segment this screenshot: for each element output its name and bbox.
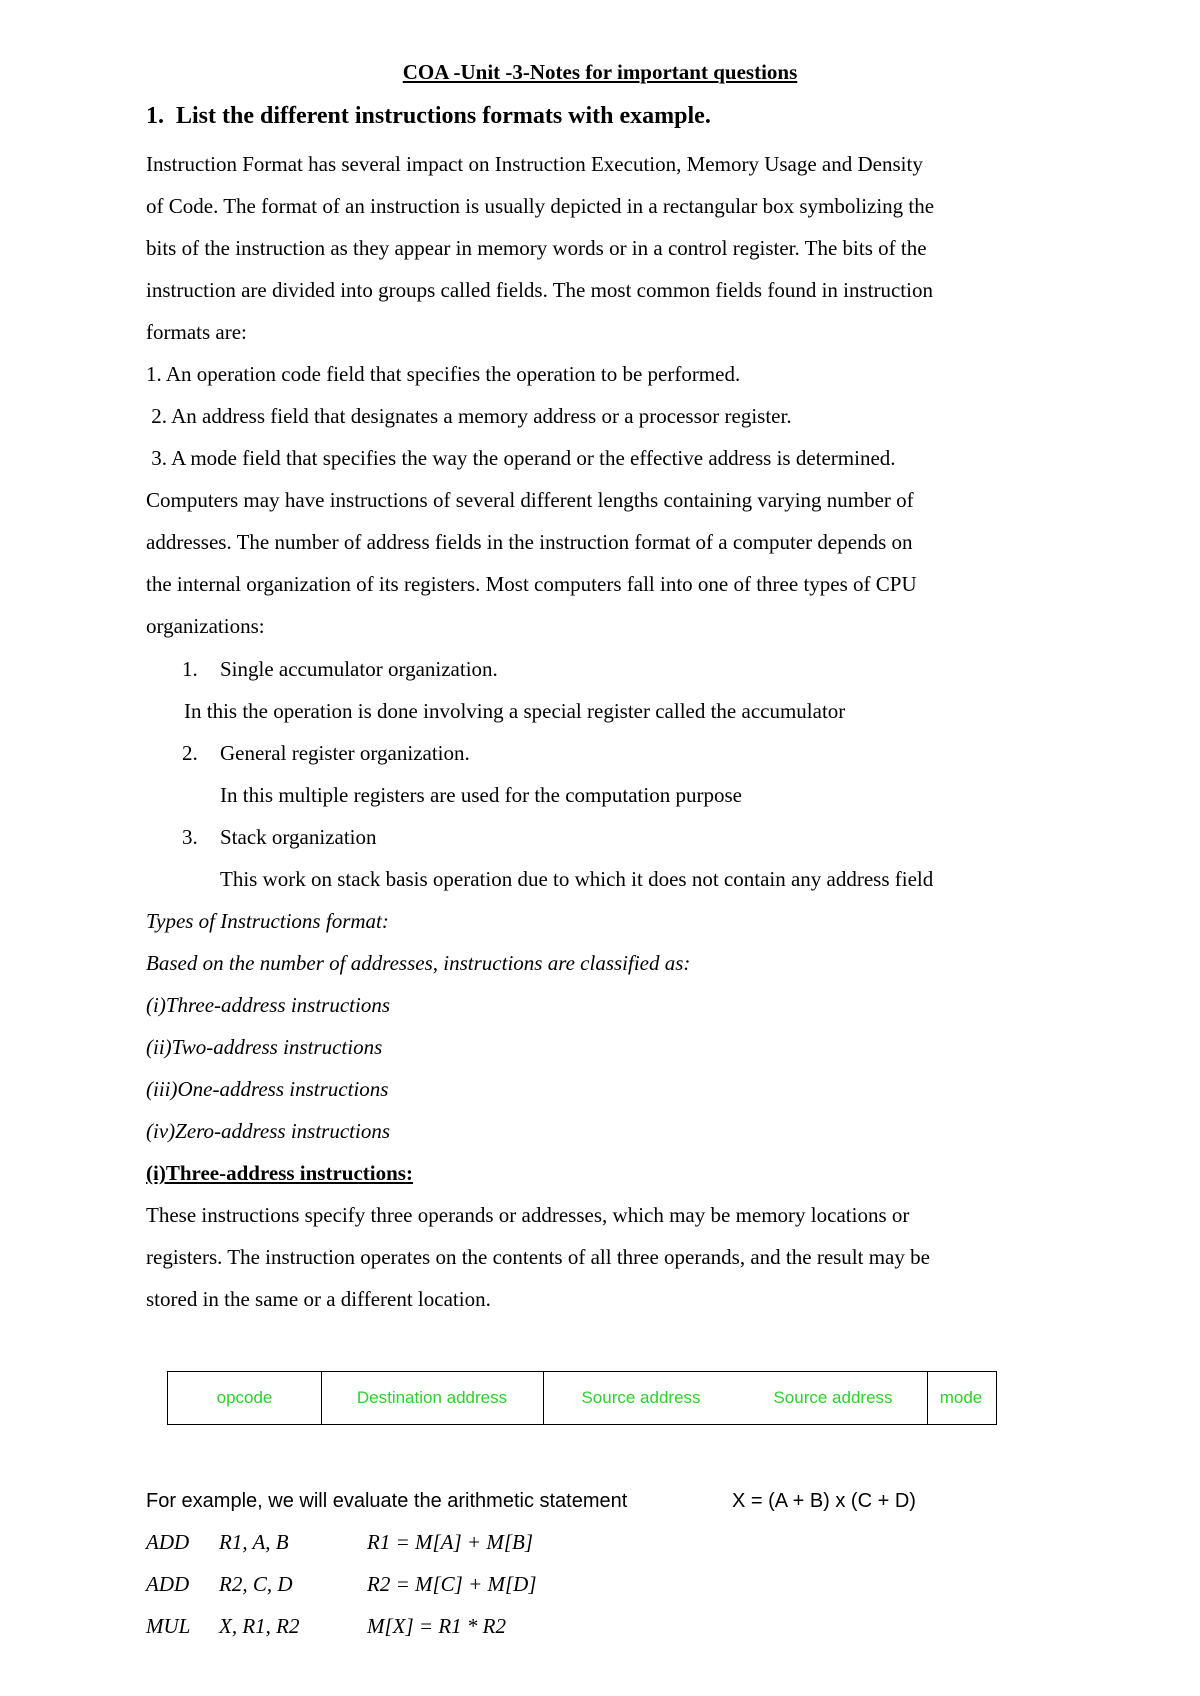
format-field-mode: mode xyxy=(939,1388,983,1407)
org-desc: This work on stack basis operation due to which it does not contain any address field xyxy=(220,867,934,891)
para1-line: Instruction Format has several impact on Instruction Execution, Memory Usage and Density xyxy=(146,152,923,176)
code-args: X, R1, R2 xyxy=(219,1614,300,1638)
code-comment: R1 = M[A] + M[B] xyxy=(367,1530,534,1554)
para1-line: instruction are divided into groups called fields. The most common fields found in instruction xyxy=(146,278,933,302)
three-address-line: These instructions specify three operands or addresses, which may be memory locations or xyxy=(146,1203,910,1227)
question-1-text: List the different instructions formats with example. xyxy=(176,103,711,129)
para2-line: the internal organization of its registers. Most computers fall into one of three types of CPU xyxy=(146,572,917,596)
org-number: 3. xyxy=(182,825,198,849)
code-op: ADD xyxy=(146,1572,190,1596)
example-intro: For example, we will evaluate the arithmetic statement xyxy=(146,1490,628,1512)
para1-line: bits of the instruction as they appear in memory words or in a control register. The bits of the xyxy=(146,236,927,260)
instruction-format-diagram xyxy=(167,1371,997,1425)
types-heading: Types of Instructions format: xyxy=(146,909,389,933)
three-address-line: registers. The instruction operates on the contents of all three operands, and the result may be xyxy=(146,1245,930,1269)
para2-line: organizations: xyxy=(146,614,265,638)
para2-line: addresses. The number of address fields in the instruction format of a computer depends on xyxy=(146,530,913,554)
code-op: MUL xyxy=(146,1614,191,1638)
org-desc: In this multiple registers are used for the computation purpose xyxy=(220,783,742,807)
field-item: 1. An operation code field that specifies the operation to be performed. xyxy=(146,362,741,386)
code-args: R2, C, D xyxy=(219,1572,293,1596)
format-field-opcode: opcode xyxy=(168,1372,322,1424)
field-item: 2. An address field that designates a memory address or a processor register. xyxy=(146,404,792,428)
format-field-destination: Destination address xyxy=(321,1372,544,1424)
org-name: Single accumulator organization. xyxy=(220,657,498,681)
org-number: 2. xyxy=(182,741,198,765)
org-name: General register organization. xyxy=(220,741,470,765)
example-expression: X = (A + B) x (C + D) xyxy=(732,1490,916,1512)
code-args: R1, A, B xyxy=(219,1530,289,1554)
question-1-heading xyxy=(146,103,711,130)
format-field-source-2: Source address xyxy=(739,1372,928,1424)
three-address-heading: (i)Three-address instructions: xyxy=(146,1161,413,1185)
code-comment: R2 = M[C] + M[D] xyxy=(367,1572,537,1596)
document-title: COA -Unit -3-Notes for important questions xyxy=(402,60,798,84)
code-comment: M[X] = R1 * R2 xyxy=(367,1614,506,1638)
three-address-line: stored in the same or a different location. xyxy=(146,1287,491,1311)
type-item: (i)Three-address instructions xyxy=(146,993,391,1017)
format-field-source-1: Source address xyxy=(581,1388,701,1407)
type-item: (iii)One-address instructions xyxy=(146,1077,389,1101)
question-1-number: 1. xyxy=(146,103,164,129)
types-intro: Based on the number of addresses, instructions are classified as: xyxy=(146,951,691,975)
org-number: 1. xyxy=(182,657,198,681)
para2-line: Computers may have instructions of several different lengths containing varying number of xyxy=(146,488,914,512)
org-desc: In this the operation is done involving a special register called the accumulator xyxy=(184,699,846,723)
type-item: (iv)Zero-address instructions xyxy=(146,1119,391,1143)
para1-line: formats are: xyxy=(146,320,247,344)
field-item: 3. A mode field that specifies the way the operand or the effective address is determined. xyxy=(146,446,896,470)
code-op: ADD xyxy=(146,1530,190,1554)
para1-line: of Code. The format of an instruction is usually depicted in a rectangular box symbolizing the xyxy=(146,194,935,218)
org-name: Stack organization xyxy=(220,825,377,849)
type-item: (ii)Two-address instructions xyxy=(146,1035,383,1059)
